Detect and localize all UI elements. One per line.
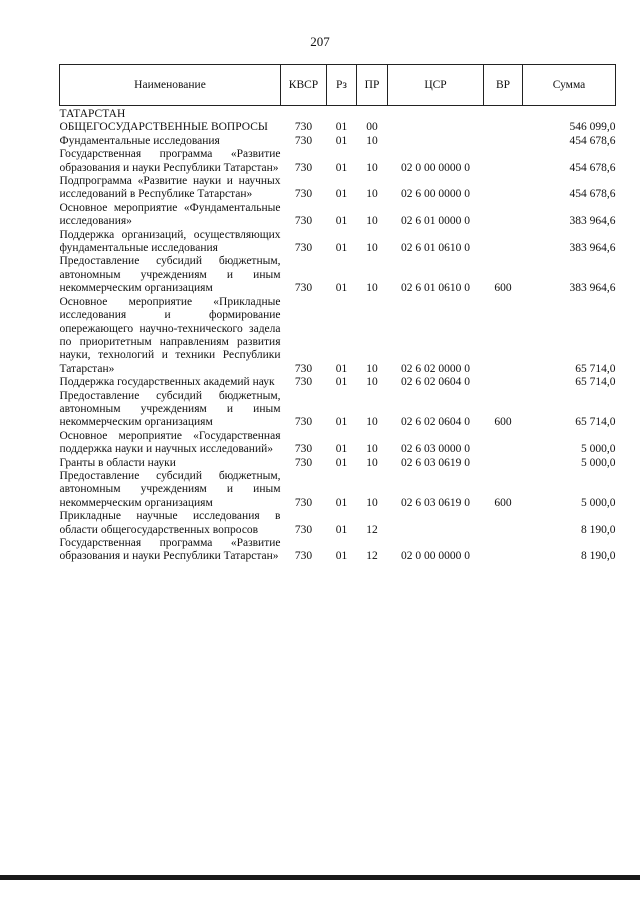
- cell-csr: [388, 510, 484, 537]
- cell-name: Предоставление субсидий бюджетным, автономным учреждениям и иным некоммерческим организациям: [59, 389, 281, 429]
- cell-name: Прикладные научные исследования в области общегосударственных вопросов: [59, 510, 281, 536]
- cell-vr: [484, 135, 523, 148]
- cell-kvsr: 730: [294, 523, 313, 536]
- cell-sum: 383 964,6: [569, 215, 616, 228]
- header-pr: ПР: [357, 65, 388, 106]
- cell-name: Подпрограмма «Развитие науки и научных исследований в Республике Татарстан»: [59, 175, 281, 201]
- cell-pr: 10: [366, 362, 378, 375]
- cell-pr: 10: [366, 443, 378, 456]
- cell-csr: 02 6 02 0604 0: [401, 376, 470, 389]
- cell-kvsr: 730: [294, 456, 313, 469]
- cell-csr: 02 6 03 0619 0: [401, 496, 470, 509]
- cell-sum: 454 678,6: [569, 161, 616, 174]
- header-kvsr: КВСР: [281, 65, 327, 106]
- cell-name: Фундаментальные исследования: [59, 134, 220, 147]
- cell-pr: 10: [366, 456, 378, 469]
- cell-csr: 02 6 03 0619 0: [401, 456, 470, 469]
- cell-pr: 12: [366, 523, 378, 536]
- header-vr: ВР: [484, 65, 523, 106]
- header-csr: ЦСР: [388, 65, 484, 106]
- table-body: [60, 106, 616, 564]
- table-header-row: [60, 65, 616, 106]
- cell-pr: 10: [366, 376, 378, 389]
- cell-vr: [484, 106, 523, 135]
- table-row: [60, 470, 616, 510]
- cell-csr: [388, 106, 484, 135]
- cell-rz: 01: [335, 376, 348, 389]
- cell-name: Предоставление субсидий бюджетным, автономным учреждениям и иным некоммерческим организациям: [59, 255, 281, 295]
- cell-rz: 01: [335, 188, 348, 201]
- cell-sum: 65 714,0: [575, 362, 616, 375]
- cell-kvsr: 730: [294, 161, 313, 174]
- cell-name: Государственная программа «Развитие образования и науки Республики Татарстан»: [59, 537, 281, 563]
- cell-name: Государственная программа «Развитие образования и науки Республики Татарстан»: [59, 148, 281, 174]
- cell-sum: 8 190,0: [581, 523, 616, 536]
- cell-kvsr: 730: [294, 121, 313, 134]
- cell-rz: 01: [335, 362, 348, 375]
- cell-kvsr: 730: [294, 188, 313, 201]
- cell-kvsr: 730: [294, 242, 313, 255]
- cell-name: Поддержка государственных академий наук: [59, 376, 275, 389]
- header-name: Наименование: [60, 65, 281, 106]
- cell-kvsr: 730: [294, 134, 313, 147]
- cell-vr: [484, 376, 523, 389]
- cell-vr: [484, 296, 523, 376]
- cell-sum: 546 099,0: [569, 121, 616, 134]
- cell-rz: 01: [335, 282, 348, 295]
- table-row: [60, 255, 616, 295]
- page-number: 207: [310, 34, 330, 49]
- cell-pr: 10: [366, 242, 378, 255]
- cell-pr: 10: [366, 496, 378, 509]
- cell-csr: 02 6 02 0000 0: [401, 362, 470, 375]
- cell-pr: 10: [366, 215, 378, 228]
- cell-pr: 10: [366, 161, 378, 174]
- cell-name: Основное мероприятие «Прикладные исследования и формирование опережающего научно-технического задела по приоритетным направлениям развития науки, технологий и техники Республики Татарстан»: [59, 295, 281, 375]
- cell-name: ТАТАРСТАН ОБЩЕГОСУДАРСТВЕННЫЕ ВОПРОСЫ: [59, 108, 268, 134]
- cell-rz: 01: [335, 161, 348, 174]
- cell-kvsr: 730: [294, 282, 313, 295]
- cell-csr: 02 6 02 0604 0: [401, 416, 470, 429]
- cell-sum: 454 678,6: [569, 188, 616, 201]
- table-row: [60, 457, 616, 470]
- cell-sum: 5 000,0: [581, 443, 616, 456]
- cell-sum: 383 964,6: [569, 242, 616, 255]
- cell-name: Основное мероприятие «Государственная поддержка науки и научных исследований»: [59, 429, 281, 456]
- table-row: [60, 229, 616, 256]
- cell-rz: 01: [335, 523, 348, 536]
- cell-rz: 01: [335, 456, 348, 469]
- cell-rz: 01: [335, 215, 348, 228]
- cell-sum: 65 714,0: [575, 376, 616, 389]
- table-row: [60, 148, 616, 175]
- cell-pr: 10: [366, 416, 378, 429]
- cell-sum: 454 678,6: [569, 134, 616, 147]
- cell-vr: 600: [494, 496, 512, 509]
- cell-sum: 383 964,6: [569, 282, 616, 295]
- cell-name: Предоставление субсидий бюджетным, автономным учреждениям и иным некоммерческим организациям: [59, 469, 281, 509]
- budget-table: [59, 64, 616, 564]
- cell-sum: 8 190,0: [581, 550, 616, 563]
- cell-rz: 01: [335, 134, 348, 147]
- cell-rz: 01: [335, 121, 348, 134]
- cell-csr: 02 6 00 0000 0: [401, 188, 470, 201]
- cell-vr: [484, 202, 523, 229]
- cell-vr: 600: [494, 416, 512, 429]
- table-row: [60, 296, 616, 376]
- cell-vr: [484, 510, 523, 537]
- cell-csr: [388, 135, 484, 148]
- cell-csr: 02 0 00 0000 0: [401, 161, 470, 174]
- cell-vr: [484, 229, 523, 256]
- table-row: [60, 376, 616, 389]
- cell-name: Основное мероприятие «Фундаментальные исследования»: [59, 201, 281, 228]
- cell-csr: 02 0 00 0000 0: [401, 550, 470, 563]
- cell-sum: 65 714,0: [575, 416, 616, 429]
- cell-rz: 01: [335, 242, 348, 255]
- table-row: [60, 390, 616, 430]
- cell-kvsr: 730: [294, 496, 313, 509]
- table-row: [60, 202, 616, 229]
- cell-csr: 02 6 01 0000 0: [401, 215, 470, 228]
- cell-kvsr: 730: [294, 550, 313, 563]
- cell-csr: 02 6 03 0000 0: [401, 443, 470, 456]
- cell-kvsr: 730: [294, 443, 313, 456]
- cell-name: Поддержка организаций, осуществляющих фундаментальные исследования: [59, 228, 281, 255]
- cell-pr: 12: [366, 550, 378, 563]
- cell-vr: [484, 175, 523, 202]
- cell-name: Гранты в области науки: [59, 456, 176, 469]
- cell-vr: [484, 537, 523, 564]
- header-sum: Сумма: [523, 65, 616, 106]
- cell-sum: 5 000,0: [581, 496, 616, 509]
- cell-pr: 10: [366, 134, 378, 147]
- table-row: [60, 135, 616, 148]
- header-rz: Рз: [327, 65, 357, 106]
- cell-vr: [484, 430, 523, 457]
- table-row: [60, 175, 616, 202]
- cell-vr: [484, 457, 523, 470]
- cell-pr: 00: [366, 121, 378, 134]
- cell-vr: [484, 148, 523, 175]
- cell-kvsr: 730: [294, 376, 313, 389]
- cell-csr: 02 6 01 0610 0: [401, 242, 470, 255]
- cell-sum: 5 000,0: [581, 456, 616, 469]
- cell-rz: 01: [335, 416, 348, 429]
- cell-kvsr: 730: [294, 416, 313, 429]
- cell-kvsr: 730: [294, 215, 313, 228]
- cell-rz: 01: [335, 550, 348, 563]
- scan-edge-bar: [0, 875, 640, 880]
- table-row: [60, 430, 616, 457]
- cell-kvsr: 730: [294, 362, 313, 375]
- cell-pr: 10: [366, 188, 378, 201]
- cell-pr: 10: [366, 282, 378, 295]
- cell-rz: 01: [335, 443, 348, 456]
- cell-vr: 600: [494, 282, 512, 295]
- table-row: [60, 106, 616, 135]
- cell-csr: 02 6 01 0610 0: [401, 282, 470, 295]
- table-row: [60, 537, 616, 564]
- table-row: [60, 510, 616, 537]
- cell-rz: 01: [335, 496, 348, 509]
